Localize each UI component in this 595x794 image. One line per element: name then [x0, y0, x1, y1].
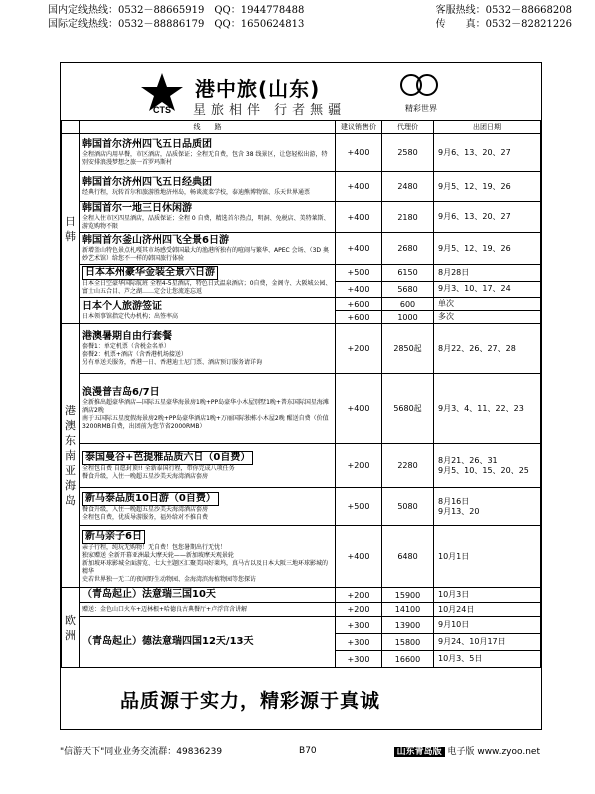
price-cell: +400	[336, 281, 382, 298]
price-cell: +400	[336, 134, 382, 172]
route-title: （青岛起止）德法意瑞四国12天/13天	[82, 636, 254, 647]
route-cell	[80, 324, 336, 374]
dates-cell: 9月5、12、19、26	[434, 172, 541, 202]
route-cell	[80, 444, 336, 488]
agent-price-cell: 2680	[382, 233, 434, 265]
route-cell	[80, 265, 336, 298]
dates-cell: 9月3、10、17、24	[434, 281, 541, 298]
table-row	[62, 374, 541, 444]
agent-price-cell: 6150	[382, 265, 434, 282]
route-desc: 日本领事馆指定代办机构；出签率高	[82, 312, 179, 320]
route-title: 日本本州豪华金装全景六日游	[82, 266, 218, 280]
agent-price-cell: 14100	[382, 603, 434, 617]
agent-price-cell: 5680	[382, 281, 434, 298]
route-desc: 餐食升级，入住一晚超五星沙美天海湾酒店套房 全程包自费，优质导游服务，福外给对不推自费	[82, 505, 209, 521]
header-region	[62, 121, 80, 134]
table-row	[62, 588, 541, 603]
dates-cell: 8月16日 9月13、20	[434, 488, 541, 526]
dates-cell: 多次	[434, 311, 541, 324]
route-cell	[80, 526, 336, 588]
table-row	[62, 324, 541, 374]
table-row	[62, 488, 541, 526]
dates-cell: 9月24、10月17日	[434, 634, 541, 651]
route-desc: 套餐1：单定机票（含税金名单） 套餐2：机票+酒店（含香港机场接送） 另有单送关服务，香港一日、香港迪士尼门票、酒店预订服务请详询	[82, 342, 263, 366]
agent-price-cell: 15800	[382, 634, 434, 651]
agent-price-cell: 2580	[382, 134, 434, 172]
fax-line: 传 真：0532－82821226	[435, 19, 572, 30]
route-cell	[80, 172, 336, 202]
footer-site: 电子版 www.zyoo.net	[447, 747, 540, 757]
route-title: （青岛起止）法意瑞三国10天	[82, 589, 216, 600]
cts-text: CTS	[153, 105, 171, 115]
logo-area	[61, 63, 541, 119]
price-cell: +300	[336, 634, 382, 651]
service-hotline: 客服热线：0532－88668208	[435, 5, 572, 16]
price-cell: +200	[336, 588, 382, 603]
dates-cell: 9月10日	[434, 617, 541, 634]
route-title: 韩国首尔济州四飞五日品质团	[82, 138, 212, 150]
dates-cell: 10月3日	[434, 588, 541, 603]
route-cell	[80, 488, 336, 526]
region-label: 欧洲	[62, 588, 80, 668]
dates-cell: 10月3、5日	[434, 651, 541, 668]
price-cell: +200	[336, 324, 382, 374]
agent-price-cell: 1000	[382, 311, 434, 324]
dates-cell: 10月24日	[434, 603, 541, 617]
footer-page: B70	[299, 745, 317, 756]
agent-price-cell: 16600	[382, 651, 434, 668]
route-cell	[80, 603, 336, 617]
route-desc: 全新推出超豪华酒店—国际五星豪华海景房1晚+PP岛豪华小木屋别墅1晚+普东国际国星海滩酒店2晚 南于五国际五星度假海景房2晚+PP岛豪华酒店1晚+万丽国际独栋小木屋2晚 醒送自费（价值3200RMB自费，出团前为您节省2000RMB）	[82, 398, 329, 430]
price-cell: +500	[336, 488, 382, 526]
dates-cell: 8月22、26、27、28	[434, 324, 541, 374]
agent-price-cell: 2480	[382, 172, 434, 202]
price-cell: +600	[336, 298, 382, 311]
region-label: 港澳东南亚海岛	[62, 324, 80, 588]
table-row	[62, 526, 541, 588]
dates-cell: 9月3、4、11、22、23	[434, 374, 541, 444]
route-desc: 全程包自费 自愿封顶!! 全新泰国行程，带你完成八项任务 餐食升级，入住一晚超五星沙美天海湾酒店套房	[82, 464, 235, 480]
route-title: 新马泰品质10日游（0自费）	[82, 492, 219, 506]
route-title: 韩国首尔釜山济州四飞全景6日游	[82, 234, 229, 246]
route-title: 港澳暑期自由行套餐	[82, 330, 172, 342]
price-cell: +300	[336, 651, 382, 668]
price-cell: +300	[336, 617, 382, 634]
header-cell: 线 路	[80, 121, 336, 134]
agent-price-cell: 600	[382, 298, 434, 311]
agent-price-cell: 2280	[382, 444, 434, 488]
world-logo	[391, 69, 451, 115]
route-title: 韩国首尔一地三日休闲游	[82, 203, 192, 214]
price-cell: +600	[336, 311, 382, 324]
region-label: 日韩	[62, 134, 80, 324]
footer-group: "信游天下"同业业务交流群：49836239	[60, 747, 223, 757]
table-row	[62, 298, 541, 311]
price-cell: +400	[336, 233, 382, 265]
price-cell: +500	[336, 265, 382, 282]
route-desc: 日本全日空豪华国际航班 全程4-5星酒店，特色日式温泉酒店；0自费，金阁寺、大阪城公园、富士山五合目、芦之湖……定会让您流连忘返	[82, 280, 332, 295]
world-logo-text: 精彩世界	[405, 104, 437, 113]
intl-hotline: 国际定线热线：0532－88886179 QQ：1650624813	[48, 19, 305, 30]
route-title: 日本个人旅游签证	[82, 300, 162, 312]
dates-cell: 8月21、26、31 9月5、10、15、20、25	[434, 444, 541, 488]
agent-price-cell: 5680起	[382, 374, 434, 444]
agent-price-cell: 2850起	[382, 324, 434, 374]
dates-cell: 8月28日	[434, 265, 541, 282]
route-desc: 全程酒店内用早餐，市区酒店，品质保证；全程无自费，包含 38 线景区，让您轻松出游，特别安排浪漫梦想之旅一首罗玛斯村	[82, 150, 328, 166]
brand-slogan: 星旅相伴 行者無疆	[193, 103, 347, 118]
route-title: 韩国首尔济州四飞五日经典团	[82, 176, 212, 188]
route-title: 新马亲子6日	[82, 530, 145, 544]
table-row	[62, 617, 541, 634]
agent-price-cell: 6480	[382, 526, 434, 588]
footer-paper: 山东青岛版	[394, 747, 445, 757]
route-desc: 新增釜山特色景点札嘎其市场感受韩国最大的渔港所独有的喧闹与繁华、APEC 会场、（3D 奥妙艺术馆）给您不一样的韩国旅行体验	[82, 246, 329, 262]
price-cell: +400	[336, 526, 382, 588]
banner-slogan: 品质源于实力，精彩源于真诚	[119, 690, 380, 712]
agent-price-cell: 2180	[382, 202, 434, 233]
price-cell: +200	[336, 444, 382, 488]
route-cell	[80, 588, 336, 603]
route-desc: 亲子行程，纯玩无购物！无自费！包您暑期出行无忧！ 独家赠送 全新开幕亚洲最大摩天轮——新加坡摩天观景轮 新加坡环球影城全面游览、七大主题区汇聚美国好莱坞，真马古以及日本大阪三地环球影城的精华 史若世界独一无二的夜间野生动物园、金海湾滨海植物园等您探访	[82, 543, 329, 583]
dates-cell: 10月1日	[434, 526, 541, 588]
table-header	[62, 121, 541, 134]
table-row	[62, 172, 541, 202]
price-cell: +200	[336, 603, 382, 617]
table-row	[62, 444, 541, 488]
header-cell: 建议销售价	[336, 121, 382, 134]
route-title: 浪漫普吉岛6/7日	[82, 386, 160, 398]
route-desc: 赠送：金色山口火车+迈林根+哈德良古典餐厅+卢浮宫含讲解	[82, 605, 248, 613]
table-row	[62, 134, 541, 172]
agent-price-cell: 13900	[382, 617, 434, 634]
dates-cell: 9月6、13、20、27	[434, 202, 541, 233]
footer	[60, 744, 540, 757]
brand-name: 港中旅(山东)	[195, 77, 321, 101]
route-cell	[80, 617, 336, 668]
route-cell	[80, 374, 336, 444]
table-row	[62, 202, 541, 233]
dates-cell: 9月5、12、19、26	[434, 233, 541, 265]
route-cell	[80, 202, 336, 233]
route-cell	[80, 134, 336, 172]
tour-table	[61, 120, 541, 668]
price-cell: +400	[336, 374, 382, 444]
header-cell: 出团日期	[434, 121, 541, 134]
dates-cell: 单次	[434, 298, 541, 311]
route-title: 泰国曼谷+芭提雅品质六日（0自费）	[82, 451, 253, 465]
route-desc: 全程入住市区四星酒店，品质保证；全程 0 自费，精选首尔热点，明洞、免税店、美特莱斯、游览购物不限	[82, 215, 330, 230]
table-row	[62, 233, 541, 265]
agent-price-cell: 15900	[382, 588, 434, 603]
route-desc: 经典行程，玩转首尔和旅游胜地济州岛，畅谈流菜学校，泰迪熊博物馆、乐天世界通票	[82, 188, 311, 196]
cts-star-logo	[139, 71, 185, 115]
hotlines	[48, 4, 572, 32]
route-cell	[80, 233, 336, 265]
domestic-hotline: 国内定线热线：0532－88665919 QQ：1944778488	[48, 5, 305, 16]
table-row	[62, 265, 541, 282]
header-cell: 代理价	[382, 121, 434, 134]
agent-price-cell: 5080	[382, 488, 434, 526]
price-cell: +400	[336, 202, 382, 233]
route-cell	[80, 298, 336, 324]
price-cell: +400	[336, 172, 382, 202]
table-row	[62, 603, 541, 617]
advert-frame	[60, 62, 542, 730]
dates-cell: 9月6、13、20、27	[434, 134, 541, 172]
